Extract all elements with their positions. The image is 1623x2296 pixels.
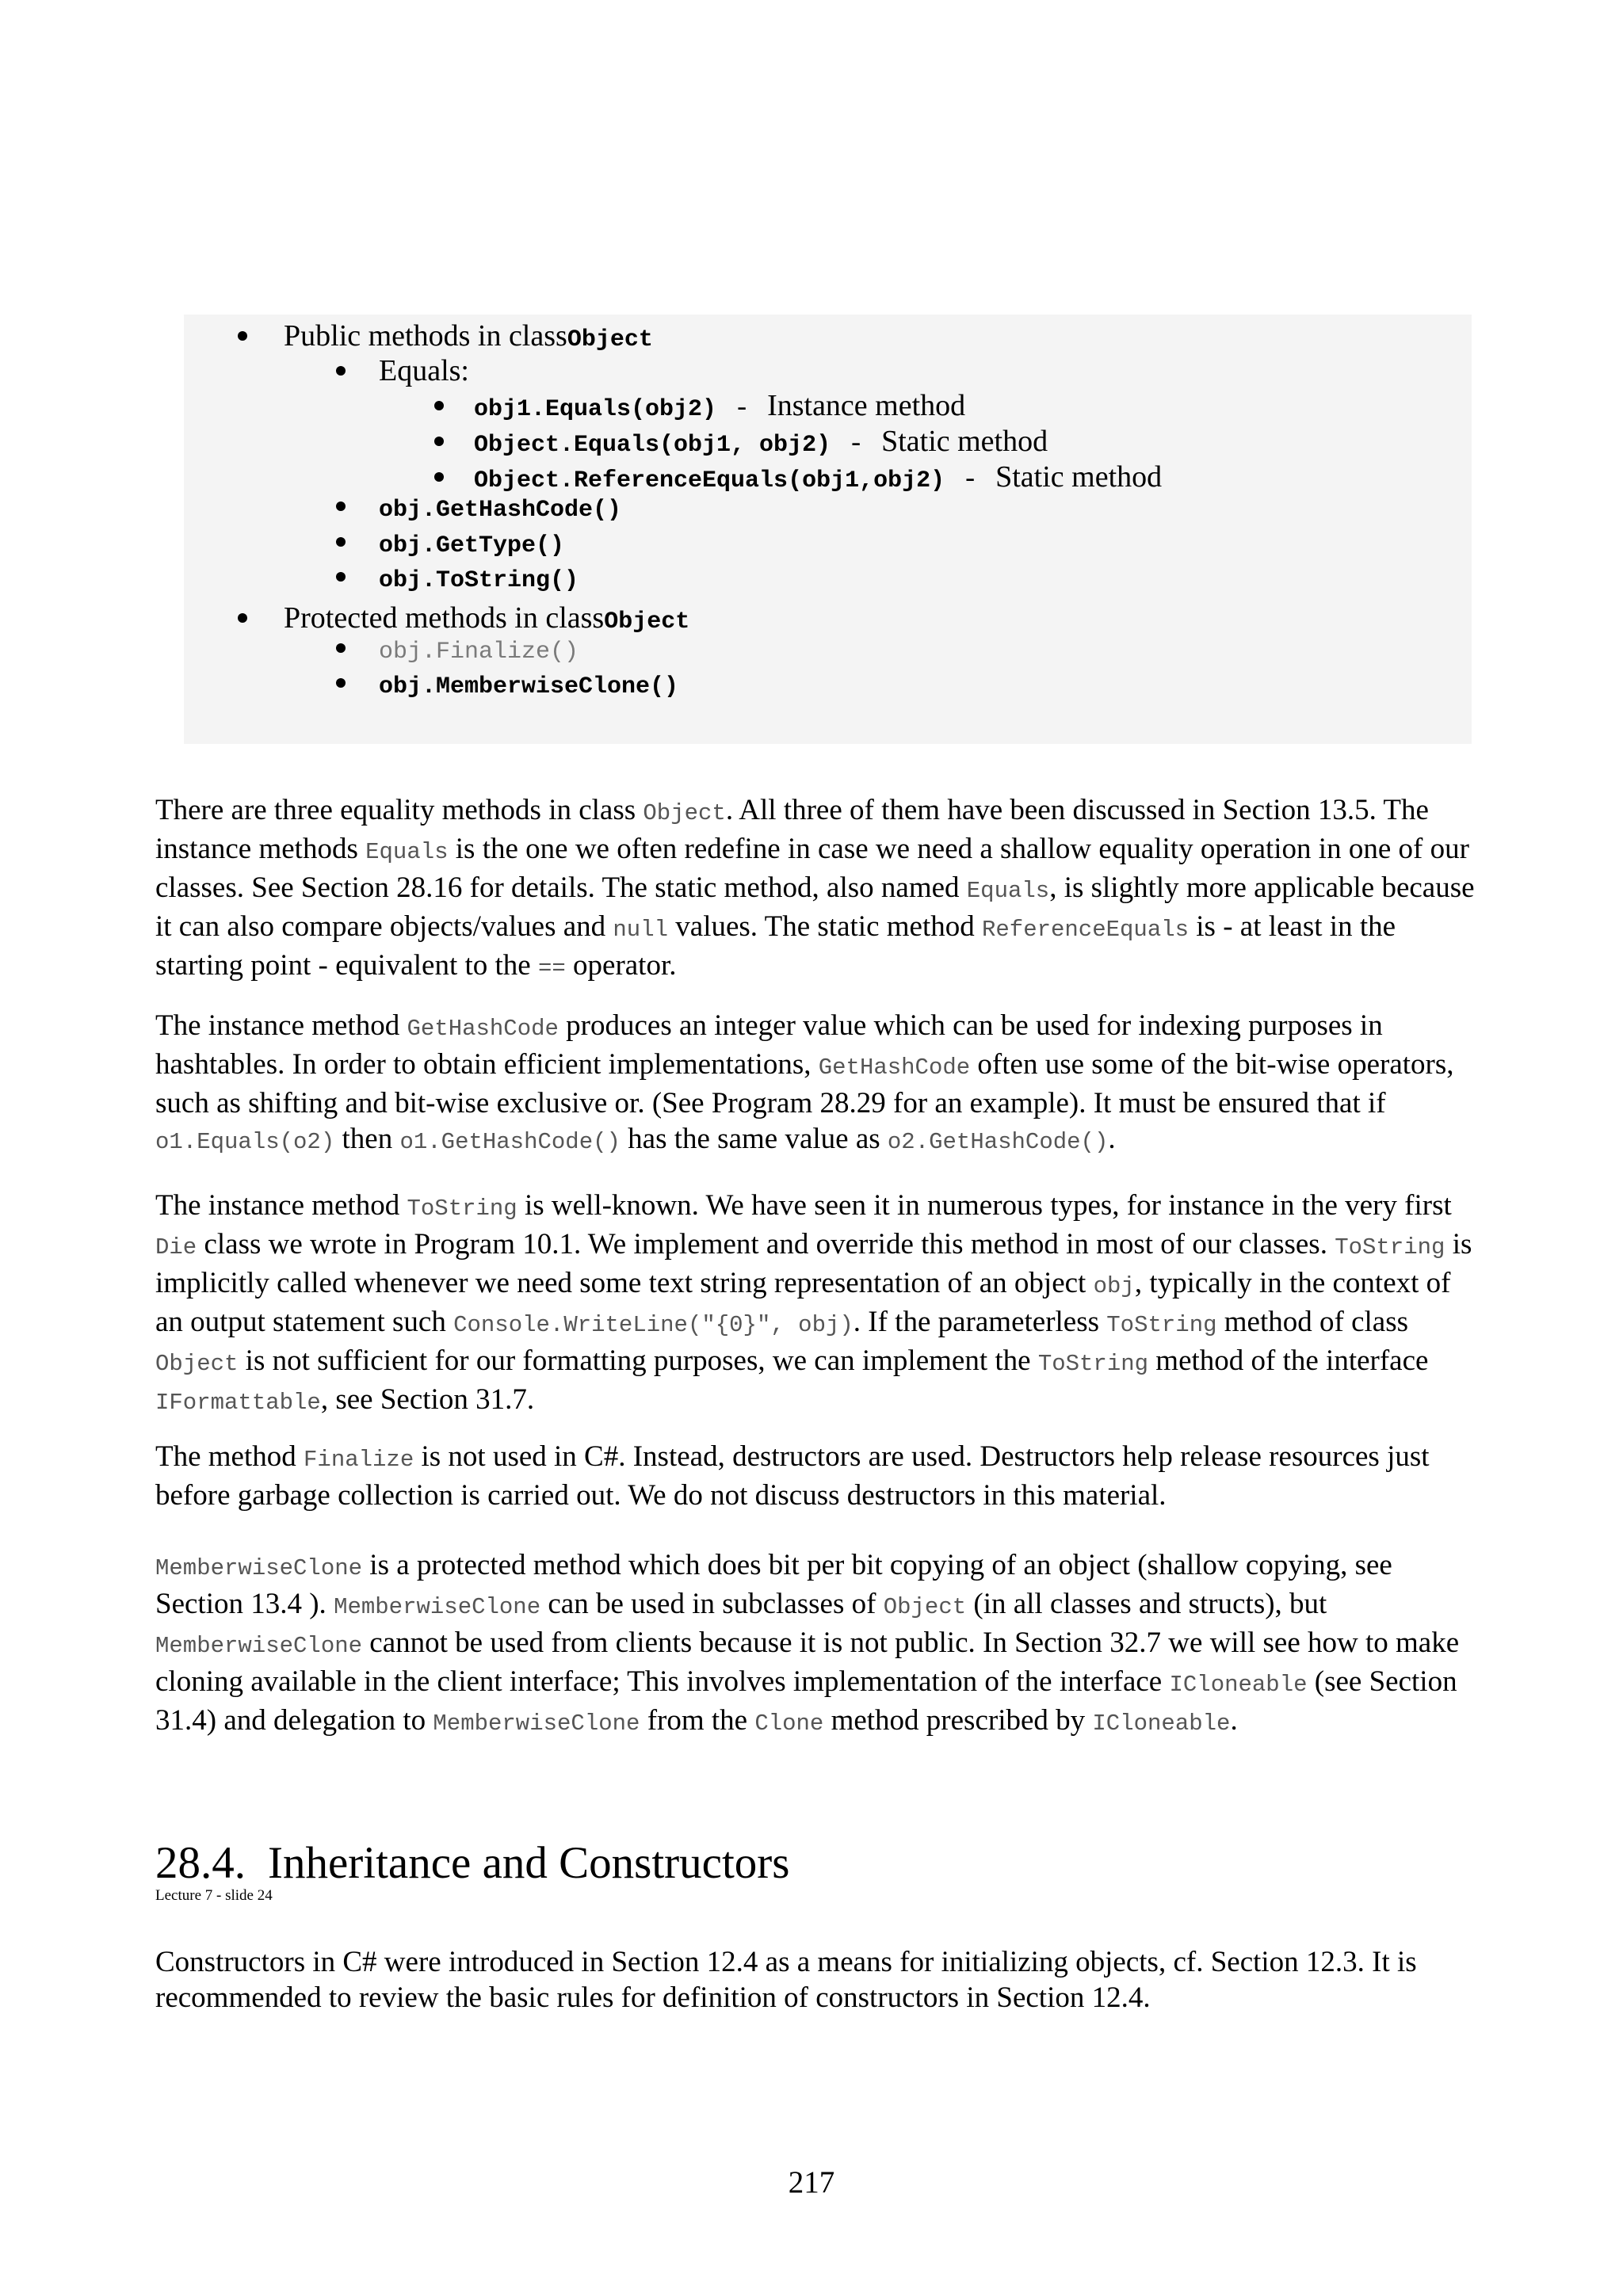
equals-item-description: Static method bbox=[881, 425, 1048, 458]
equals-item-description: Static method bbox=[995, 460, 1163, 494]
slide-reference: Lecture 7 - slide 24 bbox=[155, 1887, 273, 1904]
equals-item-separator: - bbox=[737, 390, 747, 421]
equals-item-description: Instance method bbox=[767, 389, 966, 422]
protected-methods-label: Protected methods in class bbox=[284, 601, 605, 635]
section-heading bbox=[155, 1840, 789, 1887]
bullet-icon bbox=[434, 472, 444, 482]
public-methods-label: Public methods in class bbox=[284, 319, 567, 353]
equals-item-static bbox=[434, 424, 1048, 459]
bullet-icon bbox=[336, 366, 346, 376]
page-number: 217 bbox=[788, 2165, 835, 2199]
protected-methods-class: Object bbox=[604, 608, 690, 635]
summary-item-protected-methods bbox=[238, 601, 689, 635]
summary-item-public-methods bbox=[238, 318, 653, 353]
bullet-icon bbox=[238, 613, 247, 623]
public-method-tostring bbox=[336, 567, 579, 594]
bullet-icon bbox=[336, 678, 346, 688]
section-number: 28.4. bbox=[155, 1838, 246, 1888]
method-code: obj.Finalize() bbox=[379, 639, 579, 666]
equals-label: Equals: bbox=[379, 354, 469, 387]
equals-item-instance bbox=[434, 388, 965, 423]
public-methods-class: Object bbox=[567, 326, 653, 353]
bullet-icon bbox=[434, 401, 444, 410]
protected-method-finalize bbox=[336, 639, 579, 666]
bullet-icon bbox=[336, 502, 346, 511]
paragraph-equality-methods: There are three equality methods in class Object. All three of them have been discussed in Section 13.5. The instance methods Equals is the one we often redefine in case we need a shallow equality operation in one of our classes. See Section 28.16 for details. The static method, also named Equals, is slightly more applicable because it can also compare objects/values and null values. The static method ReferenceEquals is - at least in the starting point - equivalent to the == operator. bbox=[155, 794, 1475, 982]
method-code: obj.GetHashCode() bbox=[379, 497, 622, 524]
paragraph-gethashcode: The instance method GetHashCode produces an integer value which can be used for indexing purposes in hashtables. In order to obtain efficient implementations, GetHashCode often use some of the bit-wise operators, such as shifting and bit-wise exclusive or. (See Program 28.29 for an example). It must be ensured that if o1.Equals(o2) then o1.GetHashCode() has the same value as o2.GetHashCode(). bbox=[155, 1009, 1454, 1155]
paragraph-memberwiseclone: MemberwiseClone is a protected method which does bit per bit copying of an object (shallow copying, see Section 13.4 ). MemberwiseClone can be used in subclasses of Object (in all classes and structs), but MemberwiseClone cannot be used from clients because it is not public. In Section 32.7 we will see how to make cloning available in the client interface; This involves implementation of the interface ICloneable (see Section 31.4) and delegation to MemberwiseClone from the Clone method prescribed by ICloneable. bbox=[155, 1549, 1460, 1737]
equals-item-separator: - bbox=[851, 425, 861, 457]
method-code: obj.MemberwiseClone() bbox=[379, 673, 679, 700]
public-method-gettype bbox=[336, 532, 564, 559]
section-title: Inheritance and Constructors bbox=[268, 1838, 790, 1888]
equals-item-separator: - bbox=[965, 461, 976, 493]
bullet-icon bbox=[336, 643, 346, 653]
paragraph-tostring: The instance method ToString is well-known. We have seen it in numerous types, for instance in the very first Die class we wrote in Program 10.1. We implement and override this method in most of our classes. ToString is implicitly called whenever we need some text string representation of an object obj, typically in the context of an output statement such Console.WriteLine("{0}", obj). If the parameterless ToString method of class Object is not sufficient for our formatting purposes, we can implement the ToString method of the interface IFormattable, see Section 31.7. bbox=[155, 1189, 1472, 1416]
bullet-icon bbox=[434, 437, 444, 446]
method-code: obj.ToString() bbox=[379, 567, 579, 594]
protected-method-memberwiseclone bbox=[336, 673, 678, 700]
equals-item-reference bbox=[434, 460, 1162, 494]
paragraph-finalize: The method Finalize is not used in C#. Instead, destructors are used. Destructors help release resources just before garbage collection is carried out. We do not discuss destructors in this material. bbox=[155, 1440, 1430, 1512]
equals-item-code: Object.Equals(obj1, obj2) bbox=[474, 432, 831, 459]
method-code: obj.GetType() bbox=[379, 532, 565, 559]
bullet-icon bbox=[238, 331, 247, 341]
summary-item-equals bbox=[336, 353, 469, 388]
bullet-icon bbox=[336, 537, 346, 547]
paragraph-constructors: Constructors in C# were introduced in Section 12.4 as a means for initializing objects, cf. Section 12.3. It is recommended to review the basic rules for definition of constructors in Section 12.4. bbox=[155, 1946, 1417, 2014]
equals-item-code: Object.ReferenceEquals(obj1,obj2) bbox=[474, 467, 945, 494]
public-method-gethashcode bbox=[336, 497, 621, 524]
equals-item-code: obj1.Equals(obj2) bbox=[474, 396, 717, 423]
bullet-icon bbox=[336, 572, 346, 582]
